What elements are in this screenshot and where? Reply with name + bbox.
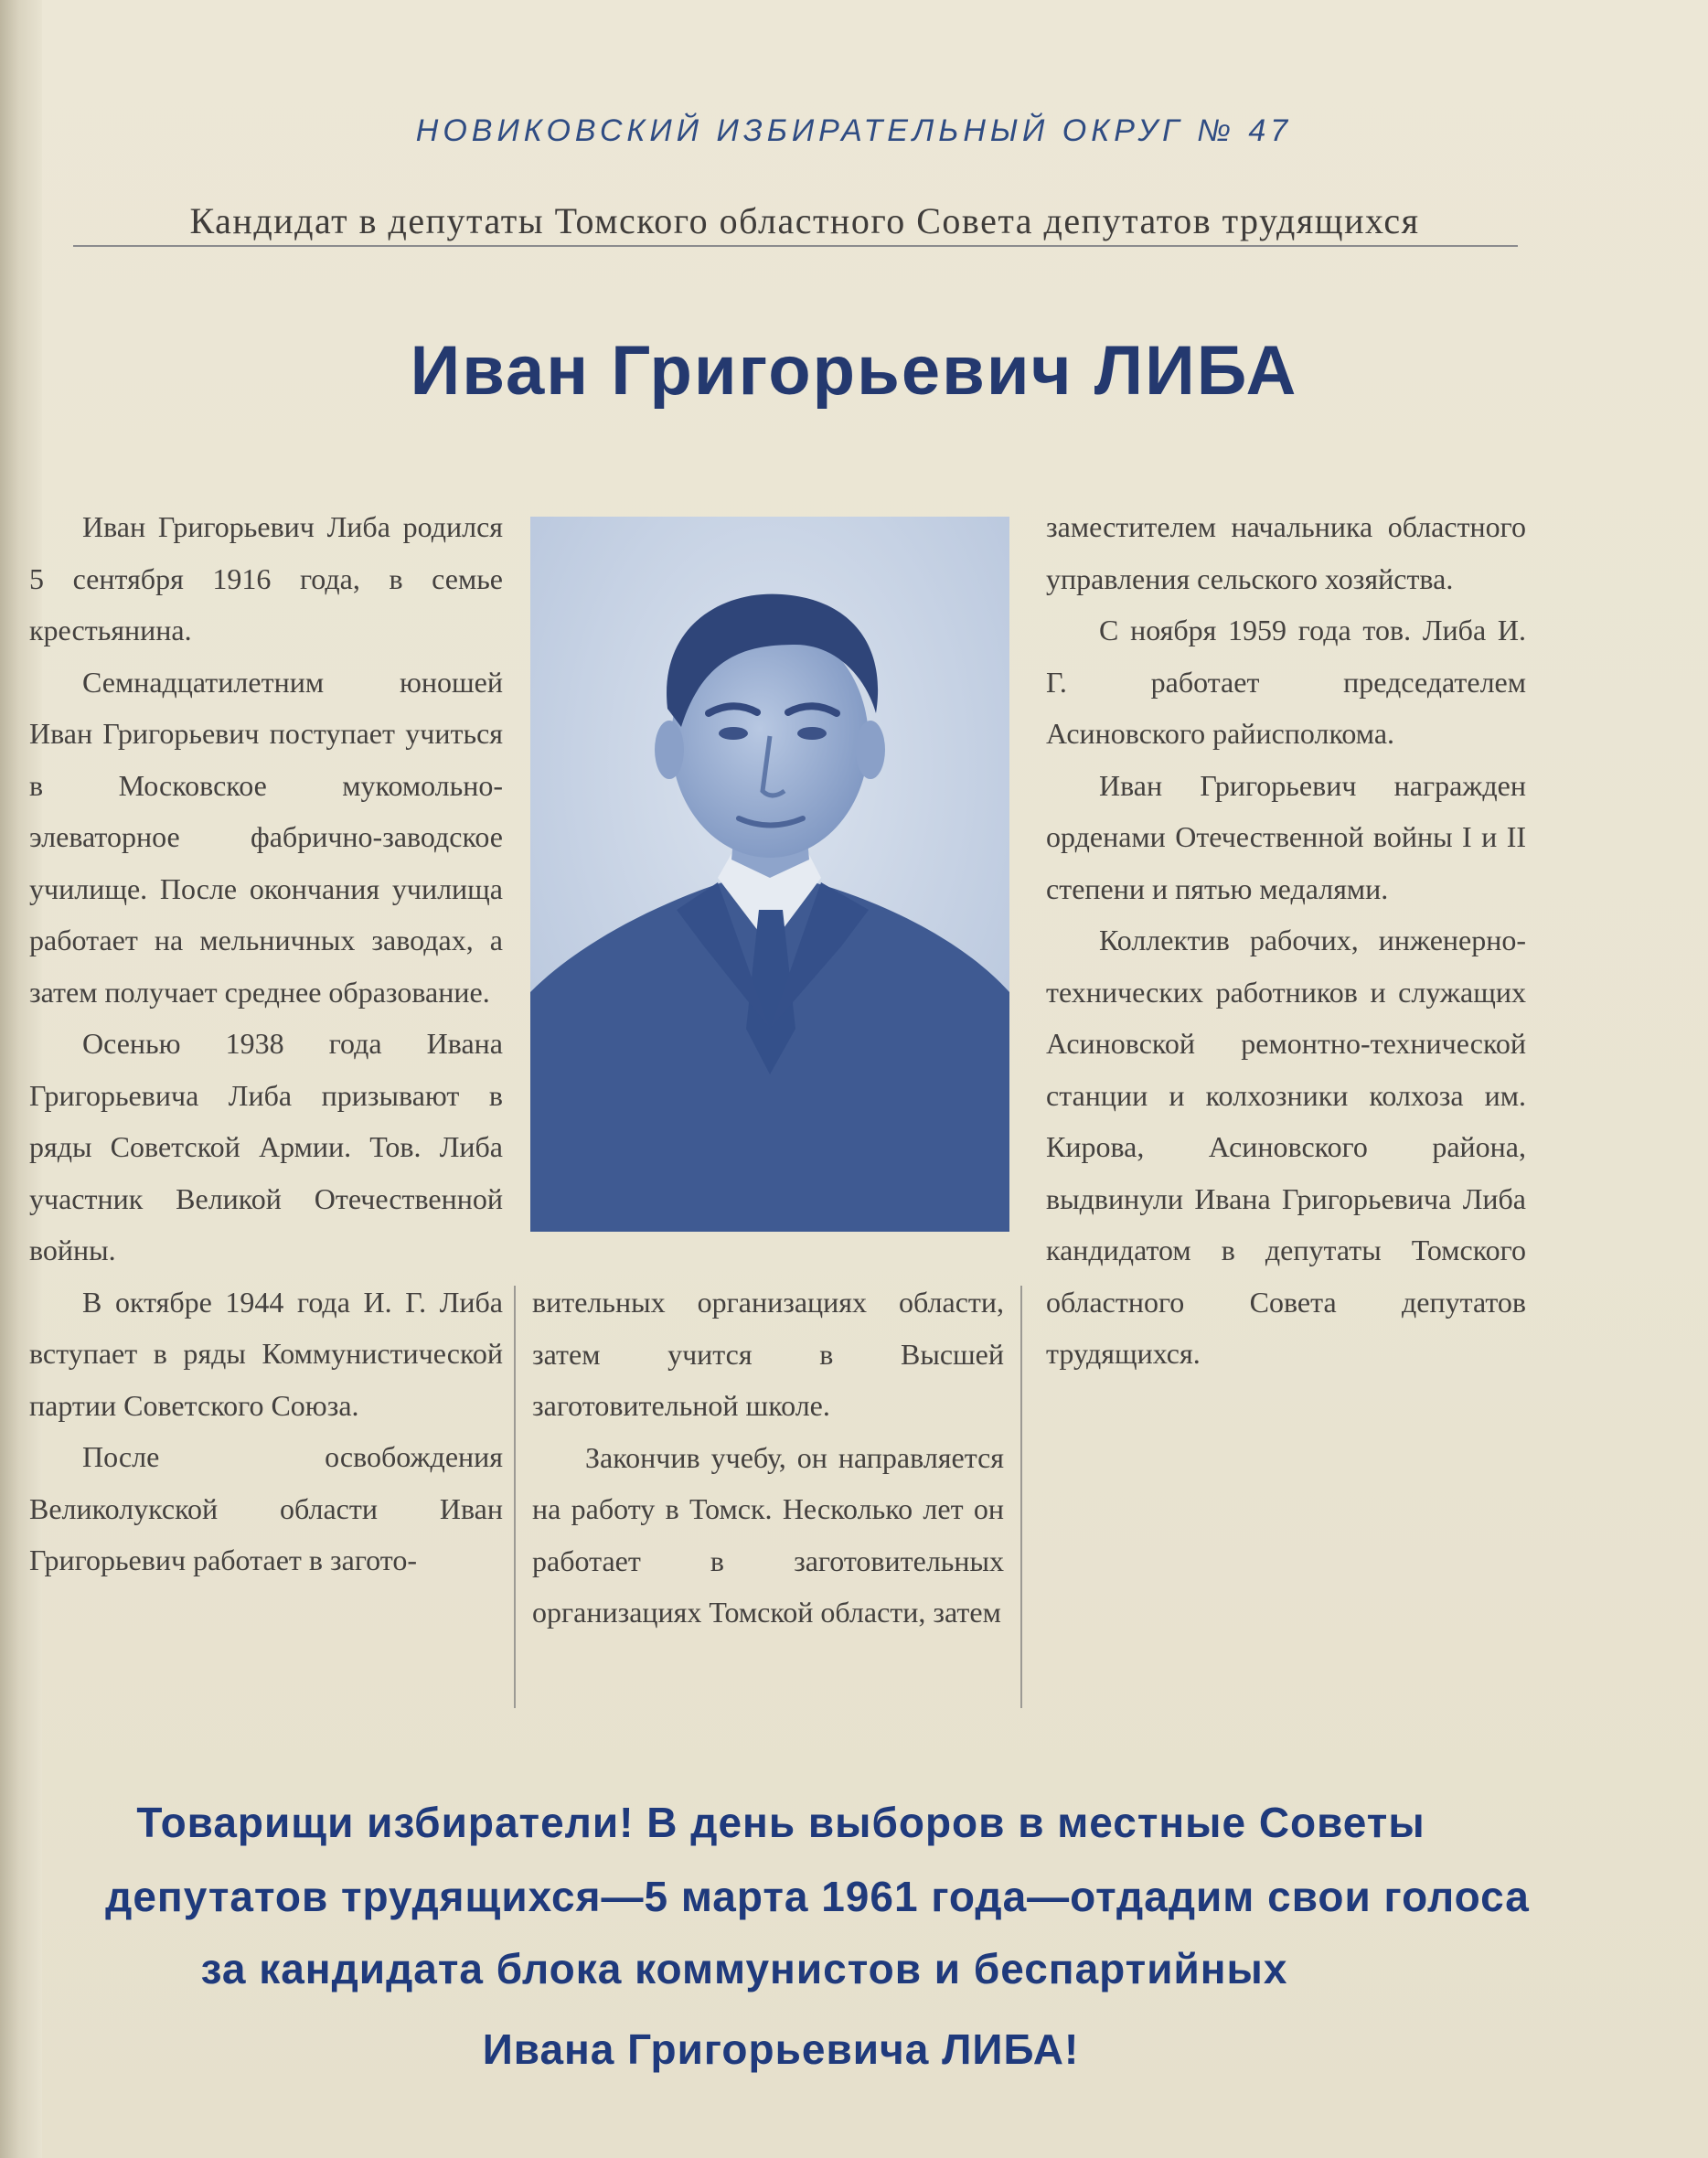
paragraph: С ноября 1959 года тов. Либа И. Г. работает председателем Асиновского райисполкома. [1046,614,1526,750]
candidate-name-title: Иван Григорьевич ЛИБА [410,332,1298,410]
candidate-portrait-photo [530,517,1009,1232]
header-divider [73,245,1518,247]
paragraph: Осенью 1938 года Ивана Григорьевича Либа призывают в ряды Советской Армии. Тов. Либа участник Великой Отечественной войны. [29,1027,503,1266]
appeal-line-3: за кандидата блока коммунистов и беспартийных [200,1945,1288,1992]
paragraph: Закончив учебу, он направляется на работу в Томск. Несколько лет он работает в заготовительных организациях Томской области, затем [532,1440,1004,1629]
appeal-candidate-name: Ивана Григорьевича ЛИБА! [482,2025,1080,2073]
paragraph: Иван Григорьевич награжден орденами Отечественной войны I и II степени и пятью медалями. [1046,768,1526,905]
column-divider-left [514,1286,516,1708]
appeal-line-2: депутатов трудящихся—5 марта 1961 года—отдадим свои голоса [105,1873,1530,1920]
biography-column-3 [1046,501,1526,1380]
paragraph: заместителем начальника областного управления сельского хозяйства. [1046,510,1526,595]
paragraph: После освобождения Великолукской области Иван Григорьевич работает в загото- [29,1440,503,1576]
paragraph: Иван Григорьевич Либа родился 5 сентября 1916 года, в семье крестьянина. [29,510,503,646]
appeal-line-1: Товарищи избиратели! В день выборов в местные Советы [136,1799,1425,1846]
biography-column-2 [532,1277,1004,1639]
paragraph: Коллектив рабочих, инженерно-технических работников и служащих Асиновской ремонтно-технической станции и колхозники колхоза им. Кирова, Асиновского района, выдвинули Ивана Григорьевича Либа кандидатом в депутаты Томского областного Совета депутатов трудящихся. [1046,924,1526,1370]
paragraph: В октябре 1944 года И. Г. Либа вступает в ряды Коммунистической партии Советского Союза. [29,1285,503,1422]
paragraph: вительных организациях области, затем учится в Высшей заготовительной школе. [532,1286,1004,1422]
column-divider-right [1020,1286,1022,1708]
biography-column-1 [29,501,503,1586]
paragraph: Семнадцатилетним юношей Иван Григорьевич поступает учиться в Московское мукомольно-элеваторное фабрично-заводское училище. После окончания училища работает на мельничных заводах, а затем получает среднее образование. [29,665,503,1009]
district-header: НОВИКОВСКИЙ ИЗБИРАТЕЛЬНЫЙ ОКРУГ № 47 [415,113,1293,148]
candidate-subheader: Кандидат в депутаты Томского областного Совета депутатов трудящихся [189,200,1420,241]
